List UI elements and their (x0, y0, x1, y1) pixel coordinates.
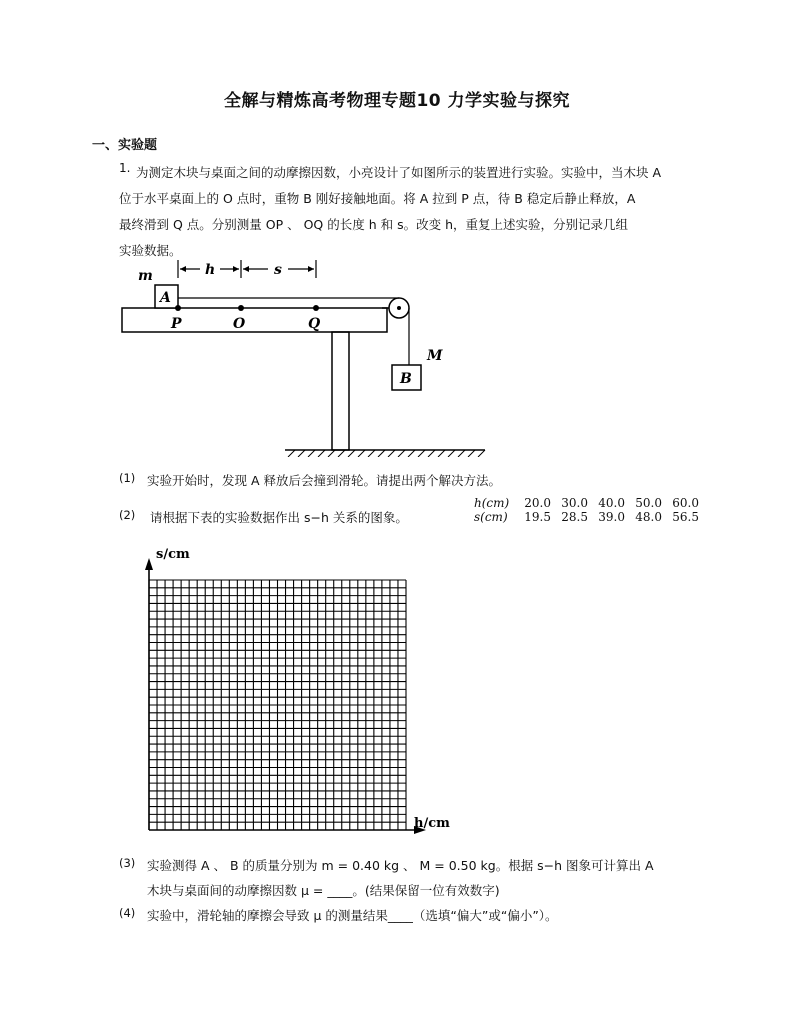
ground-hatch (288, 450, 485, 457)
point-o-label: O (233, 316, 246, 332)
dim-s-label: s (274, 262, 282, 278)
table-cell: 60.0 (672, 496, 699, 510)
table-cell: 39.0 (598, 510, 625, 524)
sub-question-text: 实验中，滑轮轴的摩擦会导致 μ 的测量结果____（选填“偏大”或“偏小”）。 (147, 908, 558, 923)
question-line: 位于水平桌面上的 O 点时，重物 B 刚好接触地面。将 A 拉到 P 点，待 B 稳定后静止释放，A (119, 191, 636, 206)
table-cell: 48.0 (635, 510, 662, 524)
dim-h-left-arrow (180, 266, 186, 272)
graph-paper (136, 540, 466, 840)
page-title: 全解与精炼高考物理专题10 力学实验与探究 (223, 91, 571, 111)
dim-s-right-arrow (308, 266, 314, 272)
point-q (313, 305, 319, 311)
sub-question-number: (1) (119, 471, 136, 485)
dim-s-left-arrow (243, 266, 249, 272)
point-p (175, 305, 181, 311)
question-number: 1. (119, 161, 131, 175)
table-header-s: s(cm) (474, 510, 508, 524)
sub-question-text: 实验测得 A 、 B 的质量分别为 m = 0.40 kg 、 M = 0.50 kg。根据 s−h 图象可计算出 A (147, 858, 654, 873)
mass-M-label: M (427, 348, 443, 364)
dim-h-right-arrow (233, 266, 239, 272)
x-axis-label: h/cm (414, 816, 450, 831)
question-line: 实验数据。 (119, 243, 182, 258)
sub-question-number: (4) (119, 906, 136, 920)
table-cell: 20.0 (524, 496, 551, 510)
table-cell: 28.5 (561, 510, 588, 524)
sub-question-text: 请根据下表的实验数据作出 s−h 关系的图象。 (150, 510, 408, 525)
block-a-label: A (160, 290, 171, 306)
table-row-h (474, 496, 699, 510)
sub-question-text: 实验开始时，发现 A 释放后会撞到滑轮。请提出两个解决方法。 (147, 473, 501, 488)
pulley-axle (397, 306, 401, 310)
table-leg (332, 332, 349, 450)
y-axis-arrow (145, 558, 153, 570)
sub-question-number: (2) (119, 508, 136, 522)
section-heading: 一、实验题 (92, 138, 158, 153)
table-cell: 50.0 (635, 496, 662, 510)
sub-question-number: (3) (119, 856, 136, 870)
question-line: 最终滑到 Q 点。分别测量 OP 、 OQ 的长度 h 和 s。改变 h，重复上述实验，分别记录几组 (119, 217, 628, 232)
table-top (122, 308, 387, 332)
question-line: 为测定木块与桌面之间的动摩擦因数，小亮设计了如图所示的装置进行实验。实验中，当木块 A (136, 165, 662, 180)
grid-lines (149, 580, 406, 830)
table-cell: 40.0 (598, 496, 625, 510)
table-cell: 56.5 (672, 510, 699, 524)
point-o (238, 305, 244, 311)
point-q-label: Q (308, 316, 321, 332)
data-table (474, 496, 699, 524)
point-p-label: P (171, 316, 182, 332)
table-cell: 30.0 (561, 496, 588, 510)
y-axis-label: s/cm (156, 547, 190, 562)
apparatus-figure (120, 252, 500, 457)
table-header-h: h(cm) (474, 496, 510, 510)
table-cell: 19.5 (524, 510, 551, 524)
block-b-label: B (400, 371, 412, 387)
table-row-s (474, 510, 699, 524)
dim-h-label: h (205, 262, 216, 278)
question-text (119, 160, 706, 264)
mass-m-label: m (138, 268, 153, 284)
sub-question-text: 木块与桌面间的动摩擦因数 μ = ____。(结果保留一位有效数字) (147, 883, 500, 898)
